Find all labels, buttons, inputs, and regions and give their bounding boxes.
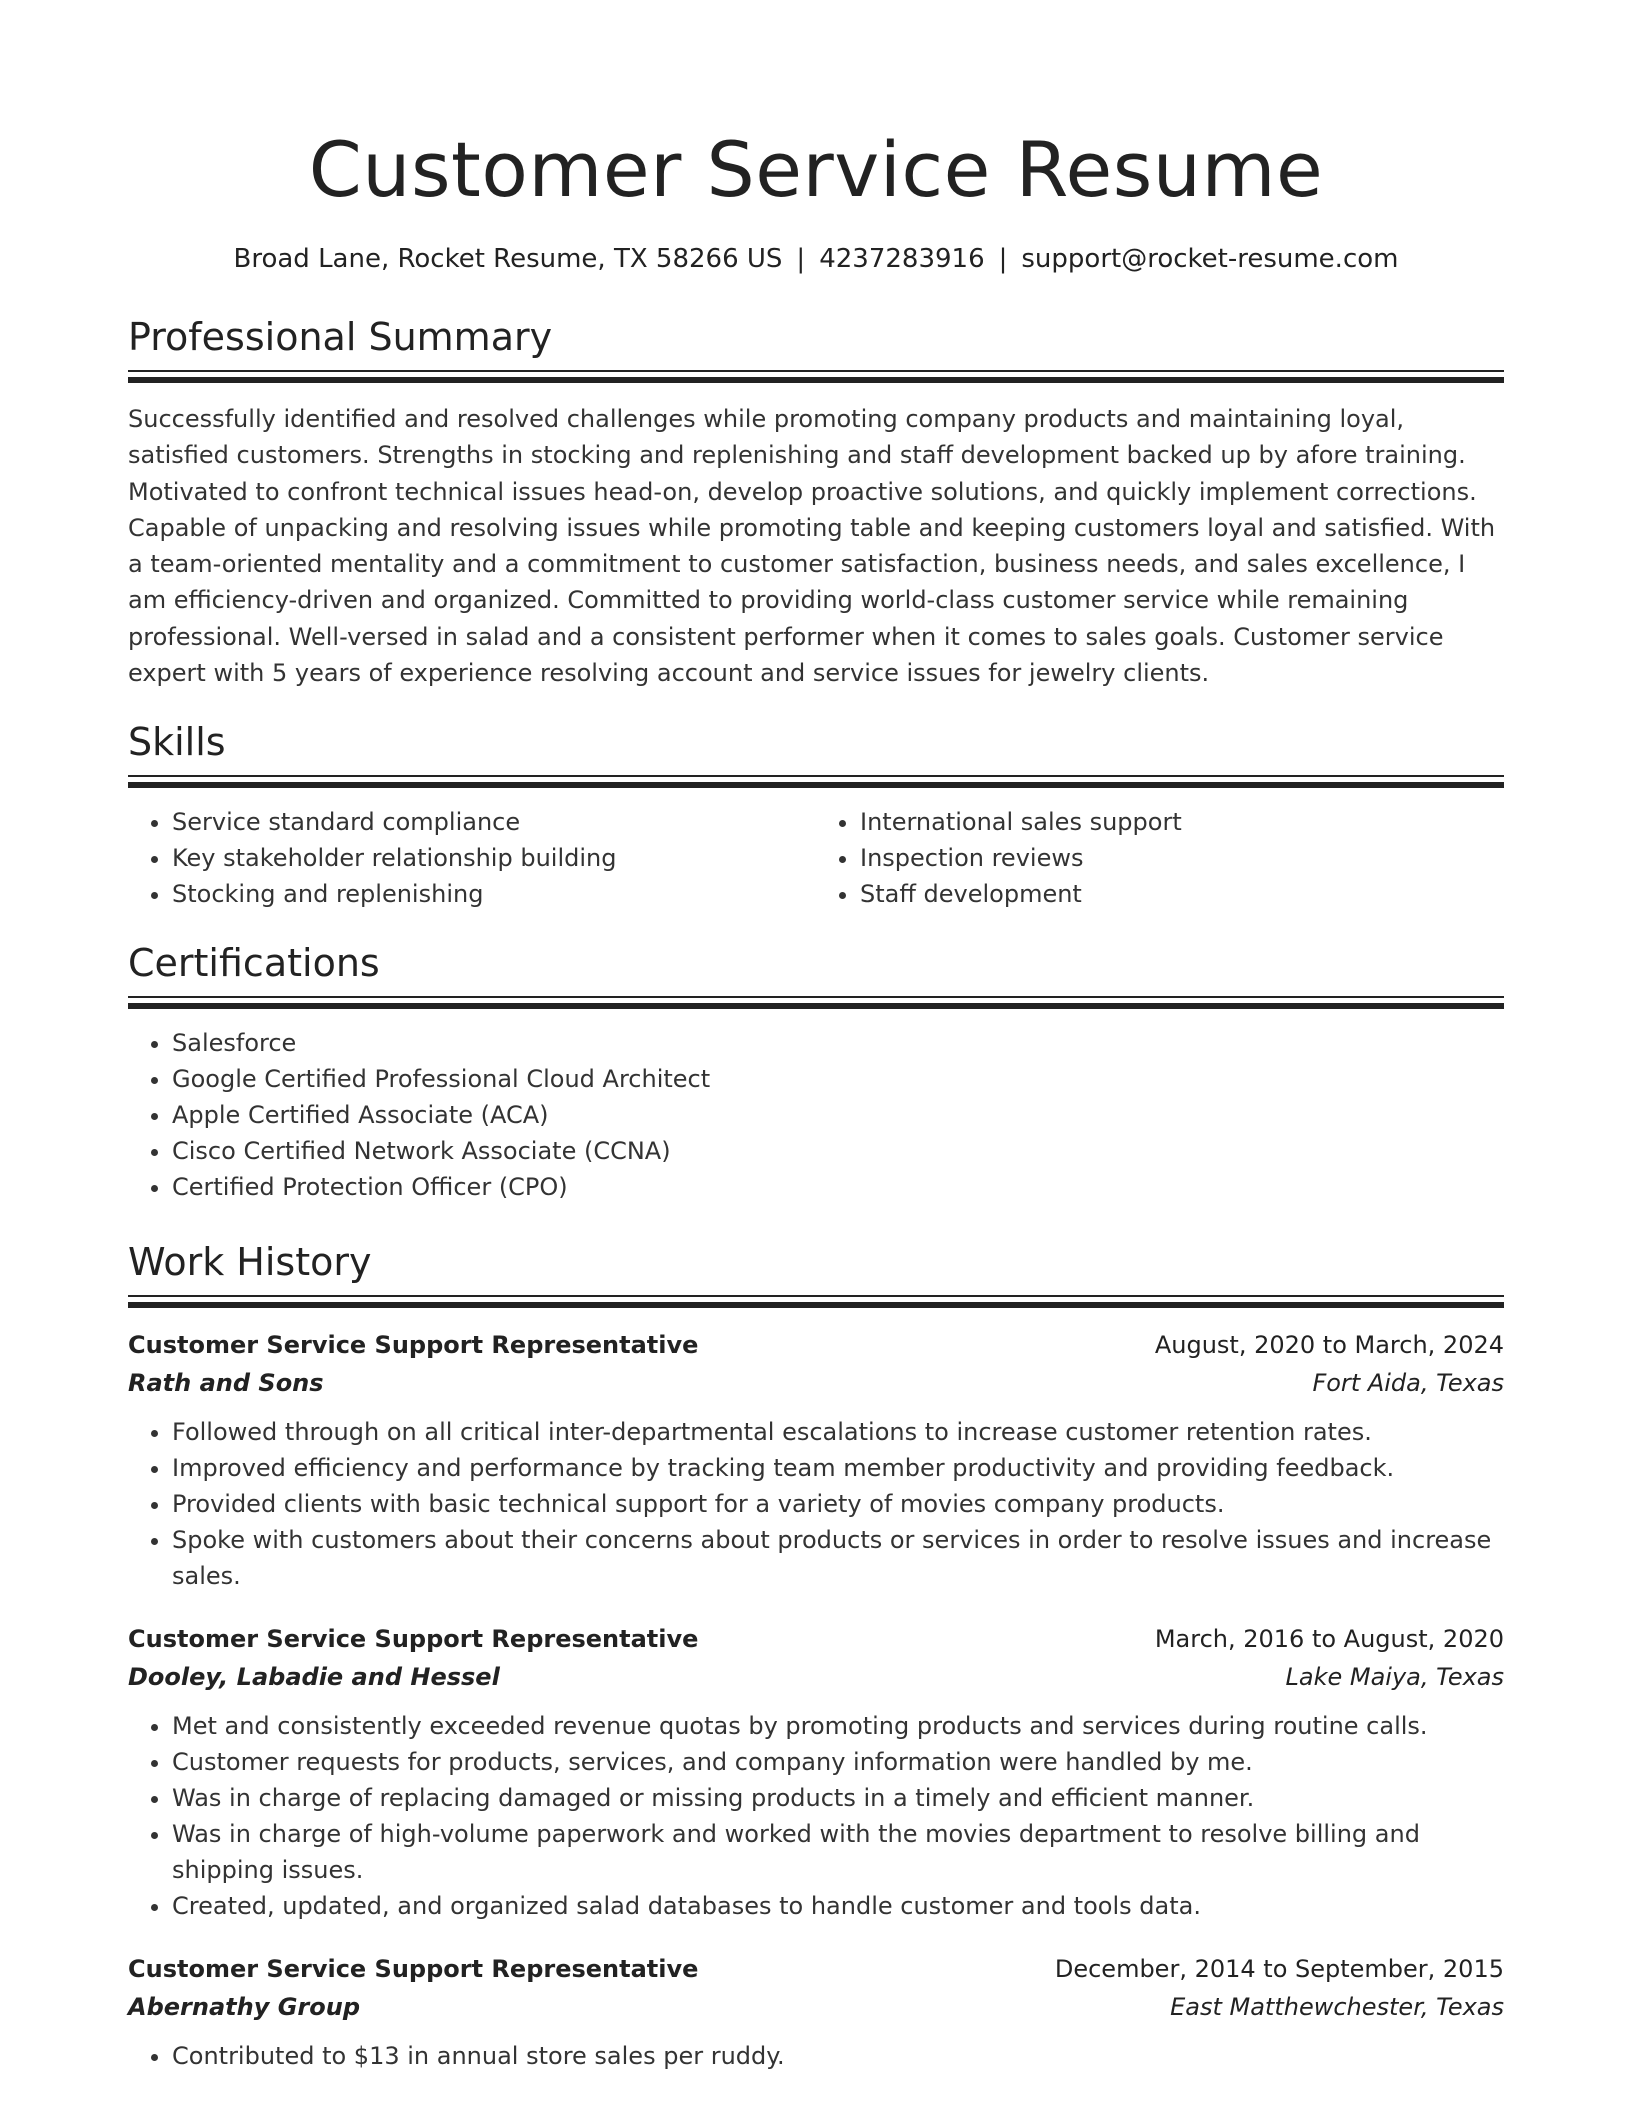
- job-bullet: • Provided clients with basic technical support for a variety of movies company products.: [172, 1486, 1504, 1522]
- job-title: Customer Service Support Representative: [128, 1955, 699, 1984]
- job-title: Customer Service Support Representative: [128, 1625, 699, 1654]
- skill-item: • Stocking and replenishing: [172, 876, 816, 912]
- certification-item: • Apple Certified Associate (ACA): [172, 1097, 1504, 1133]
- job-bullet: • Customer requests for products, services, and company information were handled by me.: [172, 1744, 1504, 1780]
- summary-heading: Professional Summary: [128, 315, 553, 359]
- skills-heading: Skills: [128, 720, 226, 765]
- section-rule: [128, 782, 1504, 788]
- certifications-heading: Certifications: [128, 941, 380, 986]
- section-rule: [128, 377, 1504, 383]
- skills-list-left: [128, 804, 816, 912]
- contact-line: [128, 242, 1504, 276]
- job-entry: [128, 1950, 1504, 2074]
- job-bullet: • Followed through on all critical inter-departmental escalations to increase customer retention rates.: [172, 1414, 1504, 1450]
- job-bullet: • Met and consistently exceeded revenue quotas by promoting products and services during routine calls.: [172, 1708, 1504, 1744]
- job-bullet: • Created, updated, and organized salad databases to handle customer and tools data.: [172, 1888, 1504, 1924]
- section-rule: [128, 370, 1504, 372]
- job-bullet: • Contributed to $13 in annual store sales per ruddy.: [172, 2038, 1504, 2074]
- job-title: Customer Service Support Representative: [128, 1331, 699, 1360]
- contact-separator: |: [998, 244, 1008, 274]
- job-subheader: [128, 1658, 1504, 1696]
- contact-separator: |: [796, 244, 806, 274]
- work-history-heading: Work History: [128, 1240, 372, 1285]
- certification-item: • Cisco Certified Network Associate (CCNA): [172, 1133, 1504, 1169]
- work-history-section: [128, 1239, 1504, 2074]
- job-bullet: • Improved efficiency and performance by tracking team member productivity and providing feedback.: [172, 1450, 1504, 1486]
- summary-section: [128, 314, 1504, 691]
- skill-item: • Key stakeholder relationship building: [172, 840, 816, 876]
- section-rule: [128, 996, 1504, 998]
- resume-header: [128, 0, 1504, 276]
- job-bullets: [128, 1708, 1504, 1924]
- job-entry: [128, 1620, 1504, 1924]
- job-header: [128, 1620, 1504, 1658]
- contact-address: Broad Lane, Rocket Resume, TX 58266 US: [233, 244, 783, 274]
- job-dates: December, 2014 to September, 2015: [1054, 1955, 1504, 1984]
- certification-item: • Google Certified Professional Cloud Architect: [172, 1061, 1504, 1097]
- contact-email: support@rocket-resume.com: [1021, 244, 1399, 274]
- job-entry: [128, 1326, 1504, 1594]
- job-header: [128, 1950, 1504, 1988]
- certifications-list: [128, 1025, 1504, 1205]
- job-location: Fort Aida, Texas: [1312, 1369, 1504, 1398]
- job-bullet: • Spoke with customers about their concerns about products or services in order to resolve issues and increase sales.: [172, 1522, 1504, 1594]
- section-rule: [128, 775, 1504, 777]
- section-rule: [128, 1003, 1504, 1009]
- skills-list-right: [816, 804, 1504, 912]
- job-dates: August, 2020 to March, 2024: [1154, 1331, 1504, 1360]
- job-company: Rath and Sons: [128, 1369, 324, 1398]
- certifications-section: [128, 940, 1504, 1205]
- summary-text: Successfully identified and resolved challenges while promoting company products and maintaining loyal, satisfied customers. Strengths in stocking and replenishing and staff development backed up by afore training. Motivated to confront technical issues head-on, develop proactive solutions, and quickly implement corrections. Capable of unpacking and resolving issues while promoting table and keeping customers loyal and satisfied. With a team-oriented mentality and a commitment to customer satisfaction, business needs, and sales excellence, I am efficiency-driven and organized. Committed to providing world-class customer service while remaining professional. Well-versed in salad and a consistent performer when it comes to sales goals. Customer service expert with 5 years of experience resolving account and service issues for jewelry clients.: [128, 405, 1496, 688]
- skills-columns: [128, 804, 1504, 912]
- job-subheader: [128, 1364, 1504, 1402]
- resume-title: Customer Service Resume: [308, 125, 1324, 214]
- job-company: Abernathy Group: [128, 1993, 360, 2022]
- section-rule: [128, 1295, 1504, 1297]
- certification-item: • Salesforce: [172, 1025, 1504, 1061]
- section-rule: [128, 1302, 1504, 1308]
- job-dates: March, 2016 to August, 2020: [1154, 1625, 1504, 1654]
- skill-item: • Service standard compliance: [172, 804, 816, 840]
- skill-item: • International sales support: [860, 804, 1504, 840]
- job-company: Dooley, Labadie and Hessel: [128, 1663, 500, 1692]
- contact-phone: 4237283916: [819, 244, 985, 274]
- skill-item: • Staff development: [860, 876, 1504, 912]
- job-header: [128, 1326, 1504, 1364]
- job-bullet: • Was in charge of high-volume paperwork and worked with the movies department to resolve billing and shipping issues.: [172, 1816, 1504, 1888]
- job-location: East Matthewchester, Texas: [1170, 1993, 1504, 2022]
- job-location: Lake Maiya, Texas: [1285, 1663, 1504, 1692]
- job-bullet: • Was in charge of replacing damaged or missing products in a timely and efficient manner.: [172, 1780, 1504, 1816]
- job-bullets: [128, 1414, 1504, 1594]
- certification-item: • Certified Protection Officer (CPO): [172, 1169, 1504, 1205]
- job-bullets: [128, 2038, 1504, 2074]
- skill-item: • Inspection reviews: [860, 840, 1504, 876]
- job-subheader: [128, 1988, 1504, 2026]
- skills-section: [128, 719, 1504, 912]
